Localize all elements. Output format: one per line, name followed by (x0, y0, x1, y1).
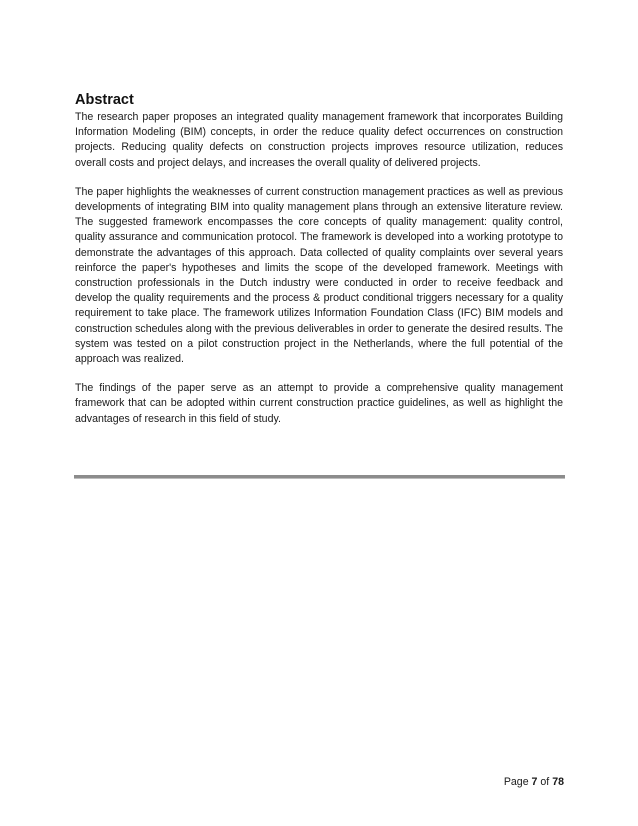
current-page-number: 7 (531, 776, 538, 788)
abstract-section (75, 91, 563, 441)
abstract-paragraph-2: The paper highlights the weaknesses of current construction management practices as well as previous developments of integrating BIM into quality management plans through an extensive literature review. The suggested framework encompasses the core concepts of quality management: quality control, quality assurance and communication protocol. The framework is developed into a working prototype to demonstrate the advantages of this approach. Data collected of quality complaints over several years reinforce the paper's hypotheses and limits the scope of the developed framework. Meetings with construction professionals in the Dutch industry were conducted in order to receive feedback and develop the quality requirements and the process & product conditional triggers necessary for a quality requirement to take place. The framework utilizes Information Foundation Class (IFC) BIM models and construction schedules along with the previous deliverables in order to generate the desired results. The system was tested on a pilot construction project in the Netherlands, where the full potential of the approach was realized. (75, 185, 563, 366)
page-number-footer (504, 775, 564, 789)
page-label: Page (503, 776, 529, 788)
section-divider (74, 475, 565, 478)
abstract-paragraph-3: The findings of the paper serve as an attempt to provide a comprehensive quality management framework that can be adopted within current construction practice guidelines, as well as highlight the advantages of research in this field of study. (75, 382, 563, 425)
abstract-paragraph-1: The research paper proposes an integrated quality management framework that incorporates Building Information Modeling (BIM) concepts, in order the reduce quality defect occurrences on construction projects. Reducing quality defects on construction projects improves resource utilization, reduces overall costs and project delays, and increases the overall quality of delivered projects. (75, 111, 563, 169)
of-label: of (540, 776, 550, 788)
abstract-heading: Abstract (75, 92, 134, 108)
total-pages-number: 78 (552, 776, 564, 788)
